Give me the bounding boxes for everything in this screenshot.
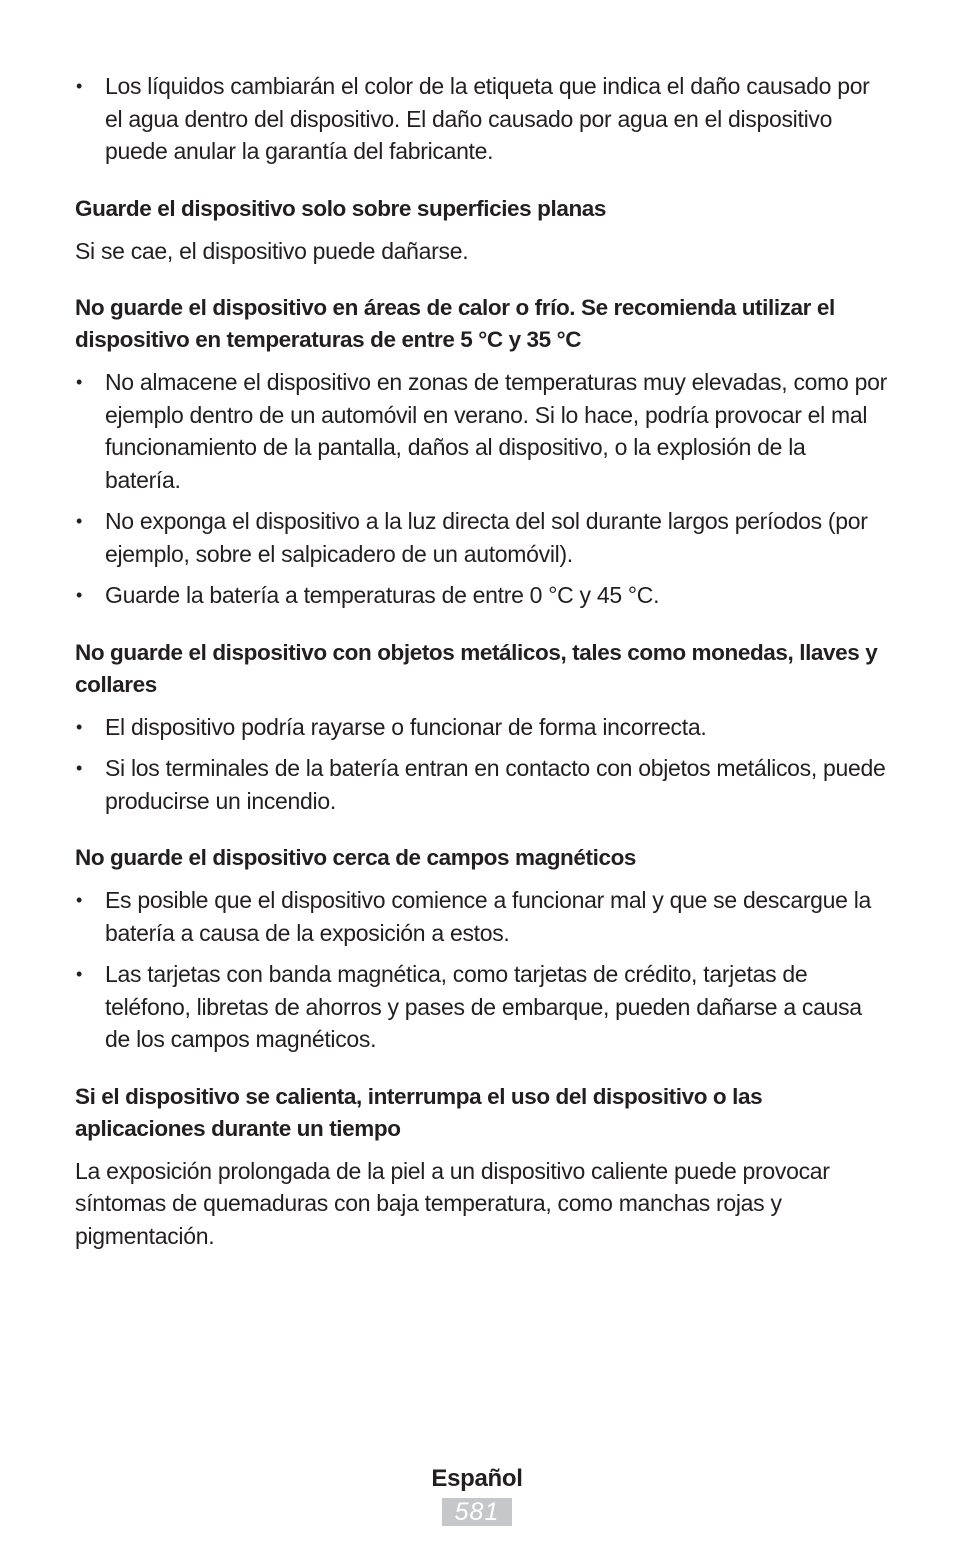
section-flat-surfaces: [75, 193, 887, 268]
list-item: • Las tarjetas con banda magnética, como tarjetas de crédito, tarjetas de teléfono, libretas de ahorros y pases de embarque, pueden dañarse a causa de los campos magnéticos.: [75, 958, 887, 1056]
section-magnetic-fields: [75, 842, 887, 1056]
section-temperature: [75, 292, 887, 612]
section-heading: Si el dispositivo se calienta, interrumpa el uso del dispositivo o las aplicaciones durante un tiempo: [75, 1083, 763, 1141]
bullet-list: [75, 711, 887, 818]
section-heading: No guarde el dispositivo cerca de campos magnéticos: [75, 845, 637, 870]
list-item: • Los líquidos cambiarán el color de la etiqueta que indica el daño causado por el agua dentro del dispositivo. El daño causado por agua en el dispositivo puede anular la garantía del fabricante.: [75, 70, 887, 168]
footer-language: Español: [431, 1465, 523, 1492]
page-footer: [0, 1462, 954, 1526]
list-item: • No almacene el dispositivo en zonas de temperaturas muy elevadas, como por ejemplo dentro de un automóvil en verano. Si lo hace, podría provocar el mal funcionamiento de la pantalla, daños al dispositivo, o la explosión de la batería.: [75, 366, 887, 496]
section-heading: Guarde el dispositivo solo sobre superficies planas: [75, 195, 607, 221]
document-body: [75, 70, 887, 1252]
page-number: 581: [442, 1498, 512, 1526]
list-item: • No exponga el dispositivo a la luz directa del sol durante largos períodos (por ejemplo, sobre el salpicadero de un automóvil).: [75, 505, 887, 570]
section-metal-objects: [75, 637, 887, 818]
bullet-list: [75, 366, 887, 612]
section-overheating: [75, 1081, 887, 1253]
list-item: • El dispositivo podría rayarse o funcionar de forma incorrecta.: [75, 711, 887, 744]
list-item: • Es posible que el dispositivo comience a funcionar mal y que se descargue la batería a causa de la exposición a estos.: [75, 884, 887, 949]
section-heading: No guarde el dispositivo en áreas de calor o frío. Se recomienda utilizar el dispositivo en temperaturas de entre 5 °C y 35 °C: [75, 295, 835, 352]
section-paragraph: La exposición prolongada de la piel a un dispositivo caliente puede provocar síntomas de quemaduras con baja temperatura, como manchas rojas y pigmentación.: [75, 1157, 830, 1249]
section-heading: No guarde el dispositivo con objetos metálicos, tales como monedas, llaves y collares: [75, 639, 878, 697]
section-paragraph: Si se cae, el dispositivo puede dañarse.: [75, 237, 469, 264]
bullet-list: [75, 884, 887, 1056]
list-item: • Guarde la batería a temperaturas de entre 0 °C y 45 °C.: [75, 579, 887, 612]
intro-bullet-list: [75, 70, 887, 168]
page-number-wrap: [0, 1498, 954, 1526]
list-item: • Si los terminales de la batería entran en contacto con objetos metálicos, puede producirse un incendio.: [75, 752, 887, 817]
